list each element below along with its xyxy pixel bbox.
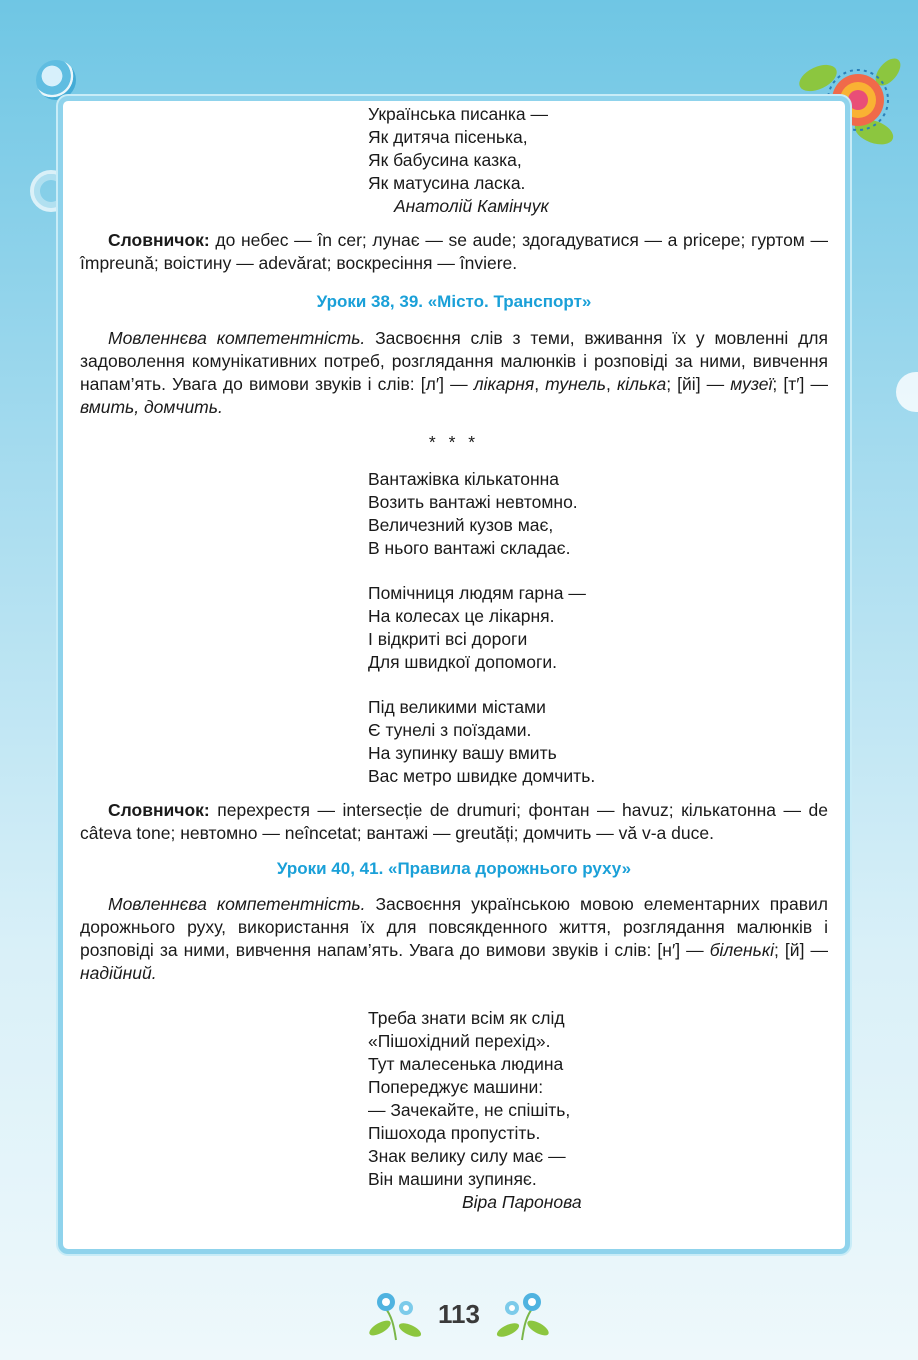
lesson-heading: Уроки 38, 39. «Місто. Транспорт» <box>316 292 592 311</box>
poem-line: Возить вантажі невтомно. <box>368 492 578 512</box>
poem-line: Тут малесенька людина <box>368 1054 564 1074</box>
example-word: лікарня <box>473 374 535 394</box>
poem-line: Є тунелі з поїздами. <box>368 720 532 740</box>
separator: ; [йі] — <box>666 374 731 394</box>
example-word: кілька <box>616 374 667 394</box>
glossary-label: Словничок: <box>108 800 210 820</box>
description-text: Засвоєння слів з теми, вживання їх у мовленні для задоволення комунікативних потреб, розглядання малюнків і розповіді за ними, вивчення напам’ять. Увага до вимови звуків і слів: [л′] — <box>80 328 828 394</box>
poem-line: На колесах це лікарня. <box>368 606 555 626</box>
poem-author: Віра Паронова <box>462 1192 582 1212</box>
separator: , <box>605 374 617 394</box>
poem-line: На зупинку вашу вмить <box>368 743 557 763</box>
poem-line: Він машини зупиняє. <box>368 1169 537 1189</box>
poem-line: — Зачекайте, не спішіть, <box>368 1100 571 1120</box>
glossary-text: до небес — în cer; лунає — se aude; здогадуватися — a pricepe; гуртом — împreună; воістину — adevărat; воскресіння — înviere. <box>80 230 828 273</box>
lesson-heading: Уроки 40, 41. «Правила дорожнього руху» <box>276 859 632 878</box>
page-number: 113 <box>438 1298 480 1329</box>
poem-line: Величезний кузов має, <box>368 515 554 535</box>
separator: , <box>534 374 546 394</box>
example-word: надійний. <box>80 963 157 983</box>
poem-line: Помічниця людям гарна — <box>368 583 586 603</box>
floral-ornament-icon <box>366 1286 426 1342</box>
poem-line: Українська писанка — <box>368 104 549 124</box>
poem-author: Анатолій Камінчук <box>394 196 549 216</box>
poem-line: Попереджує машини: <box>368 1077 544 1097</box>
floral-ornament-icon <box>492 1286 552 1342</box>
page-content <box>80 103 828 1214</box>
poem-line: І відкриті всі дороги <box>368 629 528 649</box>
page-footer <box>0 1286 918 1346</box>
example-word: вмить, домчить. <box>80 397 223 417</box>
competence-label: Мовленнєва компетентність. <box>108 894 366 914</box>
poem-transport <box>368 468 828 788</box>
lesson-description <box>80 893 828 985</box>
decorative-ball-icon <box>36 60 76 100</box>
poem-line: Як дитяча пісенька, <box>368 127 528 147</box>
poem-line: Знак велику силу має — <box>368 1146 566 1166</box>
decorative-cloud-icon <box>896 372 918 412</box>
poem-line: Треба знати всім як слід <box>368 1008 565 1028</box>
poem-line: Як бабусина казка, <box>368 150 522 170</box>
glossary-paragraph <box>80 799 828 845</box>
glossary-label: Словничок: <box>108 230 210 250</box>
poem-line: Вас метро швидке домчить. <box>368 766 596 786</box>
lesson-description <box>80 327 828 419</box>
glossary-text: перехрестя — intersecție de drumuri; фонтан — havuz; кількатонна — de câteva tone; невтомно — neîncetat; вантажі — greutăți; домчить — vă v-a duce. <box>80 800 828 843</box>
glossary-paragraph <box>80 229 828 275</box>
poem-line: Як матусина ласка. <box>368 173 526 193</box>
poem-line: Під великими містами <box>368 697 546 717</box>
poem-line: Пішохода пропустіть. <box>368 1123 541 1143</box>
example-word: музеї <box>730 374 773 394</box>
example-word: біленькі <box>709 940 775 960</box>
competence-label: Мовленнєва компетентність. <box>108 328 366 348</box>
separator: ; [й] — <box>774 940 828 960</box>
separator: ; [т′] — <box>772 374 828 394</box>
poem-line: «Пішохідний перехід». <box>368 1031 551 1051</box>
description-text: Засвоєння українською мовою елементарних правил дорожнього руху, використання їх для повсякденного життя, розглядання малюнків і розповіді за ними, вивчення напам’ять. Увага до вимови звуків і слів: [н′] — <box>80 894 828 960</box>
poem-crossing <box>368 1007 828 1214</box>
example-word: тунель <box>545 374 606 394</box>
poem-line: В нього вантажі складає. <box>368 538 571 558</box>
poem-line: Для швидкої допомоги. <box>368 652 557 672</box>
stars-separator: * * * <box>428 432 480 452</box>
poem-pysanka <box>368 103 828 218</box>
poem-line: Вантажівка кількатонна <box>368 469 560 489</box>
